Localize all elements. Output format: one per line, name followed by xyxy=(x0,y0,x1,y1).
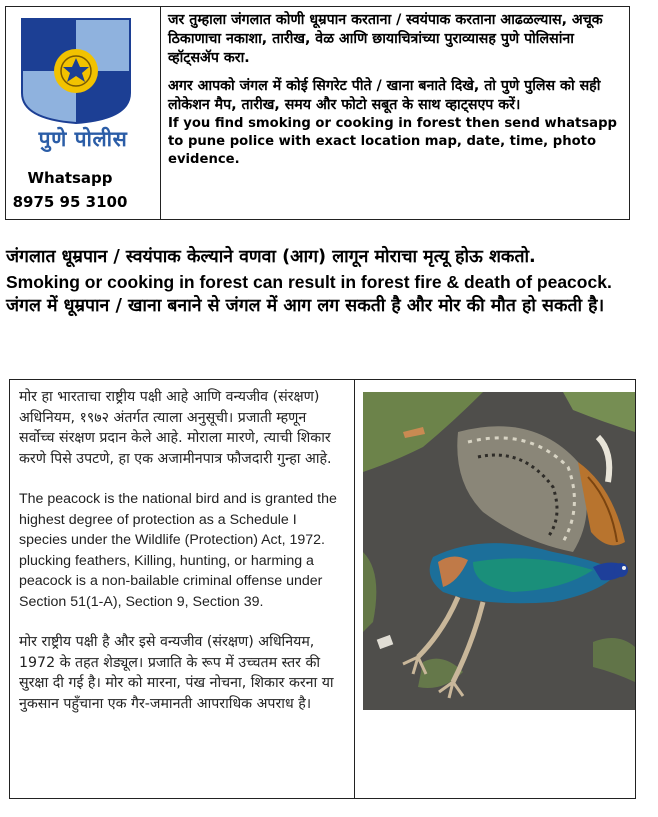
law-info-box xyxy=(9,379,636,799)
photo-cell xyxy=(355,380,635,798)
dead-peacock-photo xyxy=(363,392,635,710)
appeal-hindi: अगर आपको जंगल में कोई सिगरेट पीते / खाना बनाते दिखे, तो पुणे पुलिस को सही लोकेशन मैप, तारीख, समय और फोटो सबूत के साथ व्हाट्सएप करें। xyxy=(168,78,601,114)
appeal-english: If you find smoking or cooking in forest then send whatsapp to pune police with exact location map, date, time, photo evidence. xyxy=(168,115,617,167)
law-text-cell xyxy=(10,380,355,798)
appeal-marathi: जर तुम्हाला जंगलात कोणी धूम्रपान करताना / स्वयंपाक करताना आढळल्यास, अचूक ठिकाणाचा नकाशा, तारीख, वेळ आणि छायाचित्रांच्या पुराव्यासह पुणे पोलिसांना व्हॉट्सॲप करा. xyxy=(168,12,603,66)
law-marathi: मोर हा भारताचा राष्ट्रीय पक्षी आहे आणि वन्यजीव (संरक्षण) अधिनियम, १९७२ अंतर्गत त्याला अनुसूची। प्रजाती म्हणून सर्वोच्च संरक्षण प्रदान केले आहे. मोराला मारणे, त्याची शिकार करणे पिसे उपटणे, हा एक अजामीनपात्र फौजदारी गुन्हा आहे. xyxy=(19,389,332,467)
law-english: The peacock is the national bird and is granted the highest degree of protection as a Schedule I species under the Wildlife (Protection) Act, 1972. plucking feathers, Killing, hunting, or harming a peacock is a non-bailable criminal offense under Section 51(1-A), Section 9, Section 39. xyxy=(19,491,337,610)
headline-hindi: जंगल में धूम्रपान / खाना बनाने से जंगल में आग लग सकती है और मोर की मौत हो सकती है। xyxy=(6,296,605,316)
appeal-message-cell xyxy=(161,7,629,219)
headline-block xyxy=(6,245,646,318)
pune-police-badge-icon xyxy=(20,17,132,125)
headline-english: Smoking or cooking in forest can result in forest fire & death of peacock. xyxy=(6,272,612,292)
logo-cell xyxy=(6,7,161,219)
pune-police-logo-text: पुणे पोलीस xyxy=(38,127,128,151)
whatsapp-number: 8975 95 3100 xyxy=(12,193,128,211)
headline-marathi: जंगलात धूम्रपान / स्वयंपाक केल्याने वणवा (आग) लागून मोराचा मृत्यू होऊ शकतो. xyxy=(6,247,536,267)
law-hindi: मोर राष्ट्रीय पक्षी है और इसे वन्यजीव (संरक्षण) अधिनियम, 1972 के तहत शेड्यूल। प्रजाति के रूप में उच्चतम स्तर की सुरक्षा दी गई है। मोर को मारना, पंख नोचना, शिकार करना या नुकसान पहुँचाना एक गैर-जमानती आपराधिक अपराध है। xyxy=(19,634,334,712)
whatsapp-label: Whatsapp xyxy=(27,169,113,187)
appeal-header-box xyxy=(5,6,630,220)
